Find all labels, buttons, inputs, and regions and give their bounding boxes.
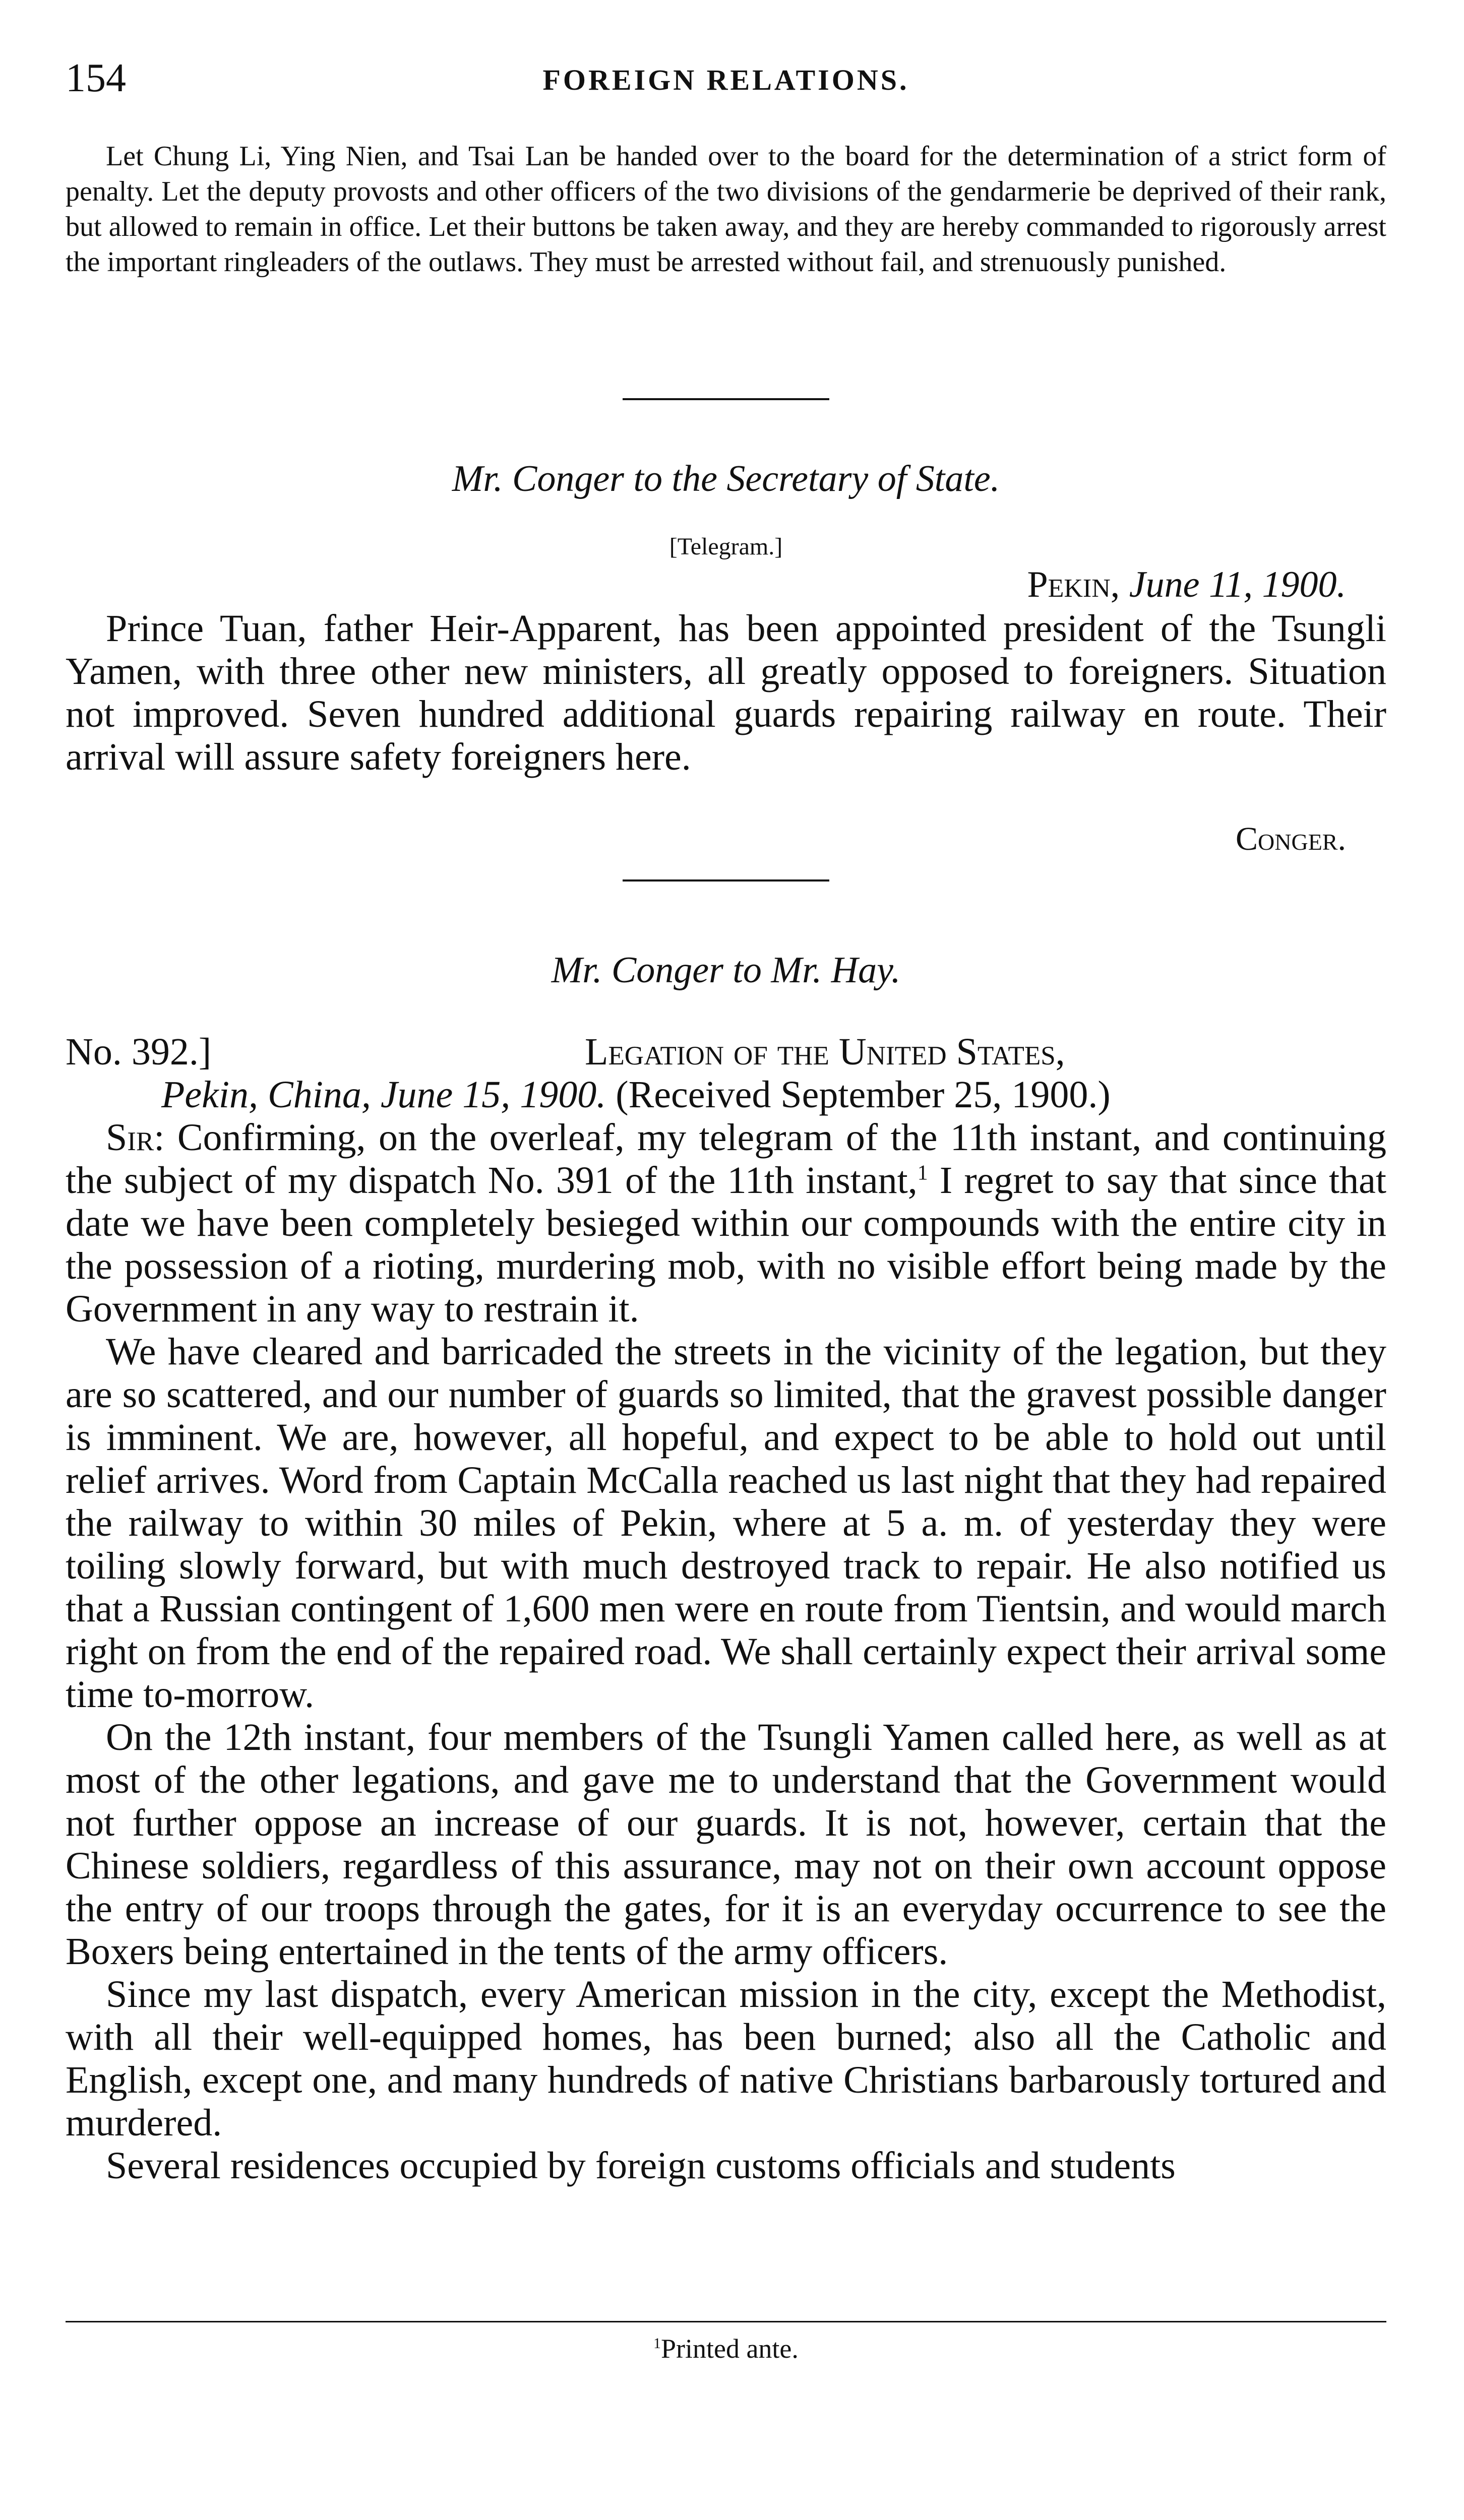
dispatch-country: China, xyxy=(268,1074,371,1116)
dispatch-p1-a: Confirming, on the overleaf, my telegram of the 11th instant, and continuing the subject of my dispatch No. 391 of the 11th instant, xyxy=(66,1116,1386,1202)
section-divider xyxy=(623,398,829,400)
dispatch-salutation: Sir: xyxy=(106,1116,165,1159)
dispatch-paragraph-5: Several residences occupied by foreign customs officials and students xyxy=(106,2145,1176,2187)
page-header xyxy=(66,53,1386,113)
footnote-mark: 1 xyxy=(653,2336,661,2352)
dispatch-p1-b: I regret to say that since that date we have been completely besieged within our compounds with the entire city in the possession of a rioting, murdering mob, with no visible effort being made by the Government in any way to restrain it. xyxy=(66,1159,1387,1330)
document-page xyxy=(66,0,1386,2520)
footnote xyxy=(66,2331,1386,2366)
continuation-paragraph: Let Chung Li, Ying Nien, and Tsai Lan be handed over to the board for the determination of a strict form of penalty. Let the deputy provosts and other officers of the two divisions of the gendarmerie be deprived of their rank, but allowed to remain in office. Let their buttons be taken away, and they are hereby commanded to rigorously arrest the important ringleaders of the outlaws. They must be arrested without fail, and strenuously punished. xyxy=(66,141,1386,278)
dispatch-paragraph-4: Since my last dispatch, every American mission in the city, except the Methodist, with all their well-equipped homes, has been burned; also all the Catholic and English, except one, and many hundreds of native Christians barbarously tortured and murdered. xyxy=(66,1973,1386,2144)
telegram-signature: Conger. xyxy=(1236,821,1346,857)
dispatch-paragraph-2: We have cleared and barricaded the streets in the vicinity of the legation, but they are so scattered, and our number of guards so limited, that the gravest possible danger is imminent. We are, however, all hopeful, and expect to be able to hold out until relief arrives. Word from Captain McCalla reached us last night that they had repaired the railway to within 30 miles of Pekin, where at 5 a. m. of yesterday they were toiling slowly forward, but with much destroyed track to repair. He also notified us that a Russian contingent of 1,600 men were en route from Tientsin, and would march right on from the end of the repaired road. We shall certainly expect their arrival some time to-morrow. xyxy=(66,1331,1386,1716)
dateline-place: Pekin, xyxy=(1027,564,1120,605)
footnote-rule xyxy=(66,2321,1386,2322)
dispatch-paragraph-1 xyxy=(66,1116,1386,1331)
dispatch-body xyxy=(66,1116,1386,2187)
telegram-note: [Telegram.] xyxy=(669,533,783,560)
dispatch-number: No. 392.] xyxy=(66,1031,212,1073)
telegram-body: Prince Tuan, father Heir-Apparent, has been appointed president of the Tsungli Yamen, with three other new ministers, all greatly opposed to foreigners. Situation not improved. Seven hundred additional guards repairing railway en route. Their arrival will assure safety foreigners here. xyxy=(66,607,1386,778)
telegram-dateline xyxy=(1027,562,1346,607)
page-number: 154 xyxy=(66,56,126,100)
dispatch-legation: Legation of the United States, xyxy=(585,1031,1065,1073)
dispatch-paragraph-3: On the 12th instant, four members of the Tsungli Yamen called here, as well as at most of the other legations, and gave me to understand that the Government would not further oppose an increase of our guards. It is not, however, certain that the Chinese soldiers, regardless of this assurance, may not on their own account oppose the entry of our troops through the gates, for it is an everyday occurrence to see the Boxers being entertained in the tents of the army officers. xyxy=(66,1716,1386,1973)
running-head: FOREIGN RELATIONS. xyxy=(542,64,909,96)
footnote-reference: 1 xyxy=(917,1161,928,1185)
footnote-text: Printed ante. xyxy=(660,2334,799,2364)
dateline-date: June 11, 1900. xyxy=(1129,564,1346,605)
section-divider xyxy=(623,879,829,881)
dispatch-place-date xyxy=(161,1074,1111,1116)
dispatch-received: (Received September 25, 1900.) xyxy=(616,1074,1111,1116)
telegram-title: Mr. Conger to the Secretary of State. xyxy=(452,458,1000,499)
dispatch-title: Mr. Conger to Mr. Hay. xyxy=(551,950,901,991)
dispatch-date: June 15, 1900. xyxy=(380,1074,606,1116)
dispatch-place: Pekin, xyxy=(161,1074,259,1116)
